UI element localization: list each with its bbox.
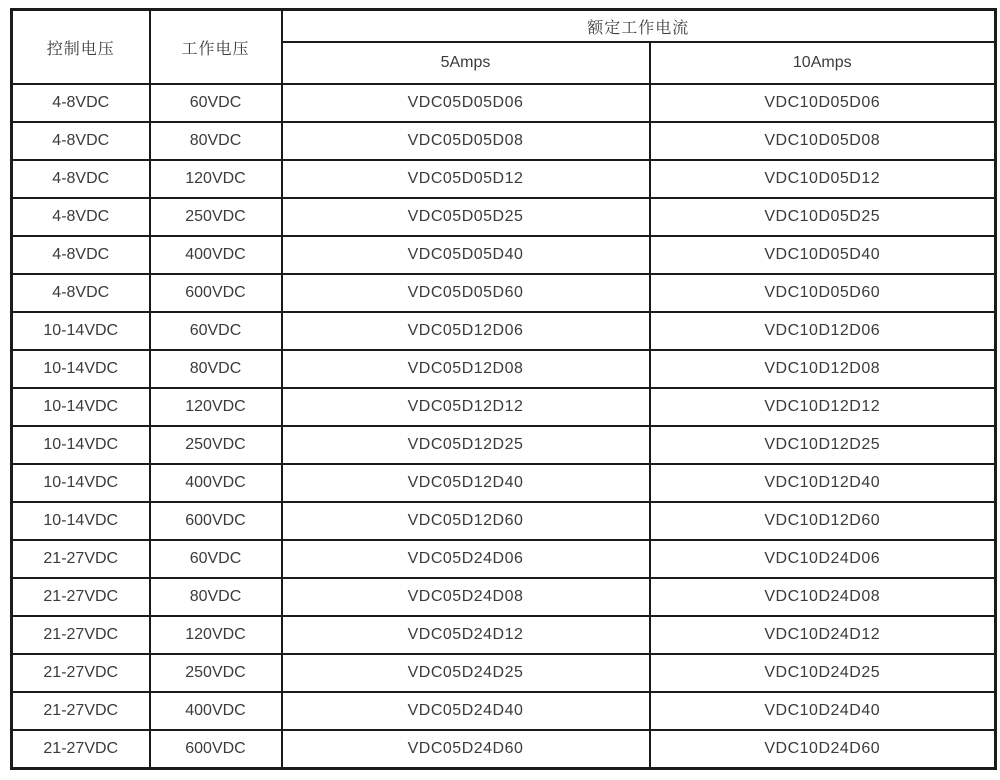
table-row — [12, 198, 996, 236]
table-row — [12, 274, 996, 312]
control-voltage-cell: 21-27VDC — [12, 578, 150, 616]
working-voltage-cell: 120VDC — [150, 160, 282, 198]
part-number-5a-cell: VDC05D12D25 — [282, 426, 650, 464]
control-voltage-cell: 21-27VDC — [12, 730, 150, 768]
header-working-voltage: 工作电压 — [150, 10, 282, 85]
working-voltage-cell: 400VDC — [150, 464, 282, 502]
table-row — [12, 160, 996, 198]
working-voltage-cell: 400VDC — [150, 236, 282, 274]
working-voltage-cell: 600VDC — [150, 502, 282, 540]
table-row — [12, 540, 996, 578]
part-number-5a-cell: VDC05D24D08 — [282, 578, 650, 616]
part-number-5a-cell: VDC05D24D06 — [282, 540, 650, 578]
part-number-5a-cell: VDC05D24D40 — [282, 692, 650, 730]
working-voltage-cell: 80VDC — [150, 350, 282, 388]
part-number-10a-cell: VDC10D05D25 — [650, 198, 996, 236]
working-voltage-cell: 120VDC — [150, 616, 282, 654]
part-number-5a-cell: VDC05D24D25 — [282, 654, 650, 692]
part-number-10a-cell: VDC10D24D40 — [650, 692, 996, 730]
part-number-10a-cell: VDC10D24D12 — [650, 616, 996, 654]
working-voltage-cell: 60VDC — [150, 540, 282, 578]
table-row — [12, 84, 996, 122]
control-voltage-cell: 10-14VDC — [12, 388, 150, 426]
table-row — [12, 616, 996, 654]
working-voltage-cell: 250VDC — [150, 198, 282, 236]
table-row — [12, 692, 996, 730]
working-voltage-cell: 250VDC — [150, 654, 282, 692]
part-number-5a-cell: VDC05D05D40 — [282, 236, 650, 274]
control-voltage-cell: 10-14VDC — [12, 464, 150, 502]
control-voltage-cell: 4-8VDC — [12, 198, 150, 236]
control-voltage-cell: 4-8VDC — [12, 274, 150, 312]
table-row — [12, 502, 996, 540]
control-voltage-cell: 10-14VDC — [12, 312, 150, 350]
control-voltage-cell: 4-8VDC — [12, 122, 150, 160]
part-number-10a-cell: VDC10D12D08 — [650, 350, 996, 388]
part-number-10a-cell: VDC10D24D06 — [650, 540, 996, 578]
part-number-10a-cell: VDC10D24D08 — [650, 578, 996, 616]
header-control-voltage: 控制电压 — [12, 10, 150, 85]
table-row — [12, 578, 996, 616]
table-row — [12, 654, 996, 692]
control-voltage-cell: 4-8VDC — [12, 84, 150, 122]
part-number-5a-cell: VDC05D05D12 — [282, 160, 650, 198]
table-row — [12, 464, 996, 502]
working-voltage-cell: 600VDC — [150, 730, 282, 768]
table-row — [12, 312, 996, 350]
part-number-table — [10, 8, 997, 770]
table-row — [12, 236, 996, 274]
table-row — [12, 350, 996, 388]
working-voltage-cell: 120VDC — [150, 388, 282, 426]
table-row — [12, 730, 996, 768]
part-number-5a-cell: VDC05D24D12 — [282, 616, 650, 654]
part-number-5a-cell: VDC05D05D60 — [282, 274, 650, 312]
part-number-10a-cell: VDC10D12D12 — [650, 388, 996, 426]
part-number-5a-cell: VDC05D05D08 — [282, 122, 650, 160]
part-number-10a-cell: VDC10D12D60 — [650, 502, 996, 540]
part-number-10a-cell: VDC10D12D06 — [650, 312, 996, 350]
part-number-10a-cell: VDC10D24D25 — [650, 654, 996, 692]
working-voltage-cell: 60VDC — [150, 84, 282, 122]
control-voltage-cell: 10-14VDC — [12, 502, 150, 540]
part-number-5a-cell: VDC05D12D12 — [282, 388, 650, 426]
part-number-10a-cell: VDC10D05D08 — [650, 122, 996, 160]
part-number-10a-cell: VDC10D24D60 — [650, 730, 996, 768]
part-number-5a-cell: VDC05D05D25 — [282, 198, 650, 236]
table-row — [12, 426, 996, 464]
part-number-10a-cell: VDC10D12D25 — [650, 426, 996, 464]
part-number-5a-cell: VDC05D24D60 — [282, 730, 650, 768]
control-voltage-cell: 21-27VDC — [12, 692, 150, 730]
control-voltage-cell: 21-27VDC — [12, 654, 150, 692]
working-voltage-cell: 400VDC — [150, 692, 282, 730]
part-number-5a-cell: VDC05D12D40 — [282, 464, 650, 502]
part-number-10a-cell: VDC10D05D12 — [650, 160, 996, 198]
part-number-5a-cell: VDC05D05D06 — [282, 84, 650, 122]
part-number-10a-cell: VDC10D12D40 — [650, 464, 996, 502]
table-row — [12, 122, 996, 160]
control-voltage-cell: 10-14VDC — [12, 350, 150, 388]
header-5amps: 5Amps — [282, 42, 650, 84]
working-voltage-cell: 80VDC — [150, 122, 282, 160]
part-number-5a-cell: VDC05D12D06 — [282, 312, 650, 350]
part-number-10a-cell: VDC10D05D60 — [650, 274, 996, 312]
working-voltage-cell: 60VDC — [150, 312, 282, 350]
part-number-5a-cell: VDC05D12D60 — [282, 502, 650, 540]
header-10amps: 10Amps — [650, 42, 996, 84]
working-voltage-cell: 80VDC — [150, 578, 282, 616]
working-voltage-cell: 600VDC — [150, 274, 282, 312]
working-voltage-cell: 250VDC — [150, 426, 282, 464]
table-row — [12, 388, 996, 426]
control-voltage-cell: 21-27VDC — [12, 616, 150, 654]
header-rated-working-current: 额定工作电流 — [282, 10, 996, 43]
control-voltage-cell: 4-8VDC — [12, 236, 150, 274]
part-number-5a-cell: VDC05D12D08 — [282, 350, 650, 388]
control-voltage-cell: 21-27VDC — [12, 540, 150, 578]
part-number-10a-cell: VDC10D05D06 — [650, 84, 996, 122]
control-voltage-cell: 4-8VDC — [12, 160, 150, 198]
control-voltage-cell: 10-14VDC — [12, 426, 150, 464]
part-number-10a-cell: VDC10D05D40 — [650, 236, 996, 274]
